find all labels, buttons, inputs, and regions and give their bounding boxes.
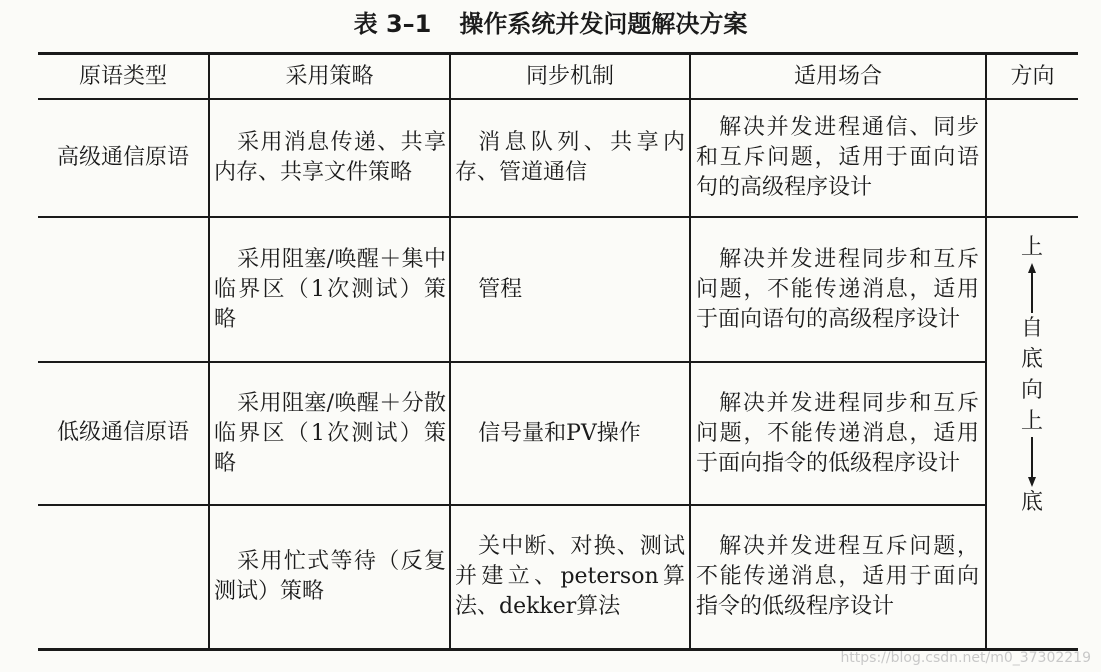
- direction-indicator: [986, 218, 1078, 648]
- low-level-strategy-3: [214, 506, 446, 648]
- table-caption-number: 表 3–1: [353, 10, 432, 38]
- watermark: https://blog.csdn.net/m0_37302219: [840, 650, 1091, 666]
- col-rule-3: [689, 54, 691, 649]
- direction-char-4: 上: [1020, 409, 1043, 434]
- high-level-primitive: 高级通信原语: [56, 145, 189, 170]
- low-level-usage-3-text: 解决并发进程互斥问题，不能传递消息，适用于面向指令的低级程序设计: [696, 534, 979, 619]
- direction-bottom-label: 底: [1020, 490, 1043, 515]
- low-level-usage-1-text: 解决并发进程同步和互斥问题，不能传递消息，适用于面向语句的高级程序设计: [696, 246, 979, 332]
- high-level-mechanism: [455, 100, 685, 216]
- direction-char-3: 向: [1020, 378, 1043, 403]
- high-level-strategy-text: 采用消息传递、共享内存、共享文件策略: [214, 130, 446, 185]
- table-caption-text: 操作系统并发问题解决方案: [459, 10, 748, 38]
- col-rule-2: [449, 54, 451, 649]
- direction-char-1: 自: [1020, 316, 1043, 341]
- header-strategy: 采用策略: [285, 63, 374, 89]
- direction-char-2: 底: [1020, 347, 1043, 372]
- header-direction: 方向: [1010, 63, 1055, 89]
- header-usage: 适用场合: [793, 63, 882, 89]
- down-arrow-icon: [1028, 437, 1036, 487]
- high-level-usage: [696, 100, 979, 216]
- low-level-strategy-2: [214, 363, 446, 504]
- low-level-strategy-3-text: 采用忙式等待（反复测试）策略: [214, 549, 446, 604]
- header-mechanism: 同步机制: [525, 63, 614, 89]
- header-primitive-type: 原语类型: [78, 63, 167, 89]
- low-level-primitive: 低级通信原语: [56, 420, 189, 445]
- high-level-mechanism-text: 消息队列、共享内存、管道通信: [455, 130, 685, 185]
- low-level-strategy-1-text: 采用阻塞/唤醒＋集中临界区（1次测试）策略: [214, 246, 446, 332]
- low-level-mechanism-3-text: 关中断、对换、测试并建立、peterson算法、dekker算法: [455, 534, 685, 619]
- low-level-mechanism-3: [455, 506, 685, 648]
- low-level-mechanism-1: [455, 218, 685, 361]
- low-level-usage-3: [696, 506, 979, 648]
- table-caption: [0, 6, 1101, 42]
- high-level-usage-text: 解决并发进程通信、同步和互斥问题，适用于面向语句的高级程序设计: [696, 115, 979, 200]
- low-level-mechanism-2: [455, 363, 685, 504]
- low-level-mechanism-1-text: 管程: [478, 276, 523, 302]
- low-level-usage-2: [696, 363, 979, 504]
- low-level-strategy-2-text: 采用阻塞/唤醒＋分散临界区（1次测试）策略: [214, 390, 446, 476]
- low-level-usage-2-text: 解决并发进程同步和互斥问题，不能传递消息，适用于面向指令的低级程序设计: [696, 390, 979, 476]
- low-level-mechanism-2-text: 信号量和PV操作: [478, 420, 641, 446]
- up-arrow-icon: [1028, 263, 1036, 313]
- direction-top-label: 上: [1020, 235, 1043, 260]
- low-level-strategy-1: [214, 218, 446, 361]
- high-level-strategy: [214, 100, 446, 216]
- col-rule-1: [208, 54, 210, 649]
- low-level-usage-1: [696, 218, 979, 361]
